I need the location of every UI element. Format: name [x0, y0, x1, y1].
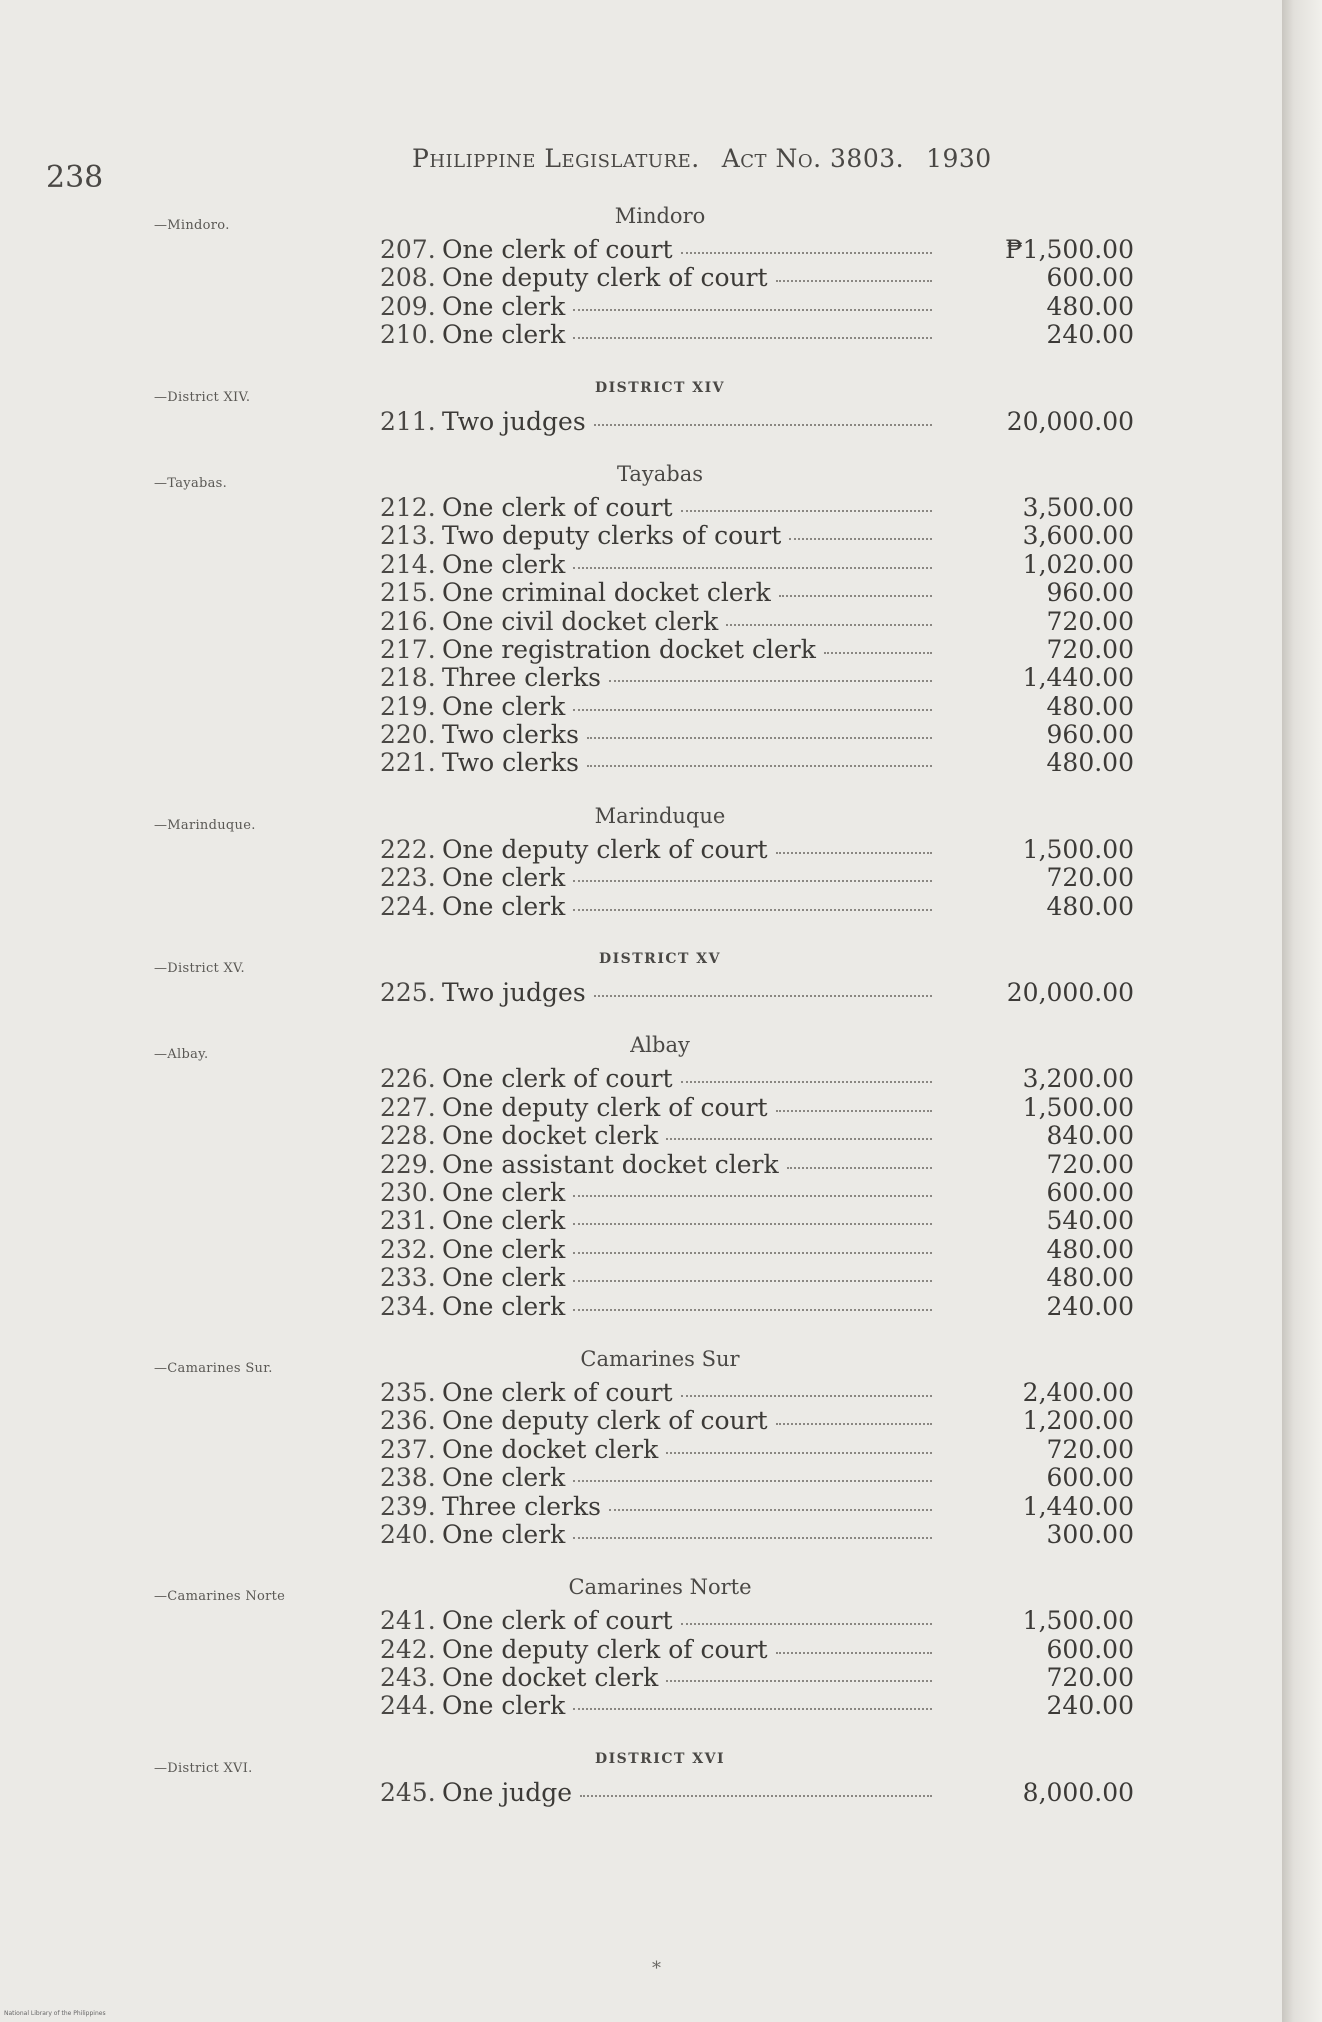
entry-row [0, 836, 1282, 864]
margin-note: —Camarines Sur. [154, 1360, 273, 1376]
entry-amount: 480.00 [1046, 291, 1134, 321]
entry-number: 215. [380, 578, 436, 608]
dot-leader [573, 707, 932, 711]
entry-description: One clerk [442, 1463, 566, 1493]
dot-leader [573, 307, 932, 311]
entry-amount: 720.00 [1046, 1434, 1134, 1464]
entry-number: 216. [380, 606, 436, 636]
entry-description: One docket clerk [442, 1121, 659, 1151]
entry-list [0, 236, 1282, 350]
section-title: Marinduque [594, 803, 726, 828]
entry-amount: 3,600.00 [1022, 521, 1134, 551]
entry-number: 229. [380, 1149, 436, 1179]
section [0, 454, 1282, 778]
dot-leader [573, 1307, 932, 1311]
margin-note: —Camarines Norte [154, 1589, 286, 1605]
dot-leader [776, 850, 932, 854]
dot-leader [666, 1136, 932, 1140]
dot-leader [573, 907, 932, 911]
entry-row [0, 1664, 1282, 1692]
entry-number: 223. [380, 863, 436, 893]
margin-note: —District XIV. [154, 389, 251, 405]
footer-mark: * [652, 1958, 661, 1979]
entry-amount: 1,500.00 [1022, 834, 1134, 864]
entry-number: 235. [380, 1377, 436, 1407]
entry-row [0, 236, 1282, 264]
entry-number: 233. [380, 1263, 436, 1293]
entry-description: One clerk of court [442, 1377, 673, 1407]
entry-description: One assistant docket clerk [442, 1149, 779, 1179]
entry-amount: 480.00 [1046, 1263, 1134, 1293]
entry-amount: 8,000.00 [1022, 1777, 1134, 1807]
entry-number: 238. [380, 1463, 436, 1493]
dot-leader [587, 735, 932, 739]
entry-row [0, 1692, 1282, 1720]
section-title: Albay [630, 1033, 690, 1058]
dot-leader [681, 250, 932, 254]
entry-description: One clerk [442, 1206, 566, 1236]
margin-note: —District XVI. [154, 1760, 253, 1776]
section-title: DISTRICT XIV [594, 379, 726, 396]
entry-amount: 720.00 [1046, 606, 1134, 636]
entry-amount: 480.00 [1046, 748, 1134, 778]
entry-description: One clerk [442, 320, 566, 350]
entry-amount: 600.00 [1046, 263, 1134, 293]
dot-leader [787, 1165, 932, 1169]
margin-note: —Tayabas. [154, 475, 228, 491]
entry-row [0, 749, 1282, 777]
entry-description: Two deputy clerks of court [442, 521, 782, 551]
entry-row [0, 408, 1282, 436]
entry-description: Two judges [442, 978, 586, 1008]
running-head-title: Philippine Legislature. [412, 144, 700, 173]
entry-row [0, 979, 1282, 1007]
running-head-year: 1930 [926, 144, 992, 173]
entry-row [0, 1264, 1282, 1292]
margin-note: —Mindoro. [154, 218, 230, 233]
entry-description: One deputy clerk of court [442, 1406, 768, 1436]
entry-description: One clerk of court [442, 235, 673, 264]
dot-leader [776, 1421, 932, 1425]
entry-amount: 1,440.00 [1022, 1491, 1134, 1521]
page-number: 238 [46, 160, 104, 195]
entry-number: 241. [380, 1606, 436, 1636]
dot-leader [681, 508, 932, 512]
entry-description: One judge [442, 1777, 572, 1807]
entry-amount: 1,020.00 [1022, 549, 1134, 579]
entry-description: One clerk [442, 291, 566, 321]
entry-amount: 240.00 [1046, 320, 1134, 350]
margin-note: —District XV. [154, 961, 245, 977]
entry-number: 207. [380, 235, 436, 264]
entry-description: One registration docket clerk [442, 634, 816, 664]
entry-list [0, 1607, 1282, 1721]
entry-row [0, 721, 1282, 749]
dot-leader [609, 678, 932, 682]
entry-amount: 840.00 [1046, 1121, 1134, 1151]
section [0, 196, 1282, 350]
entry-number: 234. [380, 1291, 436, 1321]
dot-leader [580, 1793, 932, 1797]
entry-number: 212. [380, 492, 436, 522]
entry-description: One deputy clerk of court [442, 263, 768, 293]
dot-leader [573, 1478, 932, 1482]
entry-description: One docket clerk [442, 1663, 659, 1693]
entry-list [0, 979, 1282, 1007]
entry-number: 211. [380, 406, 436, 436]
entry-row [0, 1779, 1282, 1807]
entry-number: 218. [380, 663, 436, 693]
section [0, 1339, 1282, 1549]
entry-row [0, 264, 1282, 292]
entry-amount: 2,400.00 [1022, 1377, 1134, 1407]
dot-leader [573, 1706, 932, 1710]
entry-description: One clerk [442, 549, 566, 579]
section-title: DISTRICT XVI [594, 1750, 726, 1767]
entry-amount: 3,200.00 [1022, 1064, 1134, 1094]
entry-amount: 600.00 [1046, 1463, 1134, 1493]
entry-number: 242. [380, 1634, 436, 1664]
dot-leader [681, 1393, 932, 1397]
dot-leader [573, 1535, 932, 1539]
dot-leader [573, 878, 932, 882]
entry-amount: 720.00 [1046, 863, 1134, 893]
entry-amount: 300.00 [1046, 1519, 1134, 1549]
entry-amount: 1,500.00 [1022, 1092, 1134, 1122]
section [0, 1025, 1282, 1321]
entry-description: One clerk [442, 1691, 566, 1721]
entry-amount: 480.00 [1046, 1234, 1134, 1264]
dot-leader [594, 422, 932, 426]
entry-row [0, 321, 1282, 349]
entry-row [0, 693, 1282, 721]
entry-description: One clerk [442, 1177, 566, 1207]
entry-number: 230. [380, 1177, 436, 1207]
entry-amount: 960.00 [1046, 578, 1134, 608]
entry-number: 213. [380, 521, 436, 551]
dot-leader [573, 1193, 932, 1197]
entry-description: One criminal docket clerk [442, 578, 771, 608]
dot-leader [824, 650, 932, 654]
entry-number: 209. [380, 291, 436, 321]
entry-description: Two judges [442, 406, 586, 436]
entry-row [0, 1636, 1282, 1664]
entry-number: 219. [380, 691, 436, 721]
entry-number: 237. [380, 1434, 436, 1464]
entry-list [0, 1379, 1282, 1549]
dot-leader [776, 1650, 932, 1654]
dot-leader [573, 565, 932, 569]
section [0, 796, 1282, 921]
entry-description: One civil docket clerk [442, 606, 719, 636]
entry-number: 243. [380, 1663, 436, 1693]
entry-row [0, 608, 1282, 636]
entry-row [0, 1122, 1282, 1150]
dot-leader [573, 1278, 932, 1282]
dot-leader [594, 993, 932, 997]
entry-description: One deputy clerk of court [442, 1092, 768, 1122]
section-title: Camarines Norte [568, 1575, 752, 1600]
dot-leader [573, 1250, 932, 1254]
entry-list [0, 1779, 1282, 1807]
entry-description: One docket clerk [442, 1434, 659, 1464]
entry-description: One clerk of court [442, 492, 673, 522]
entry-number: 244. [380, 1691, 436, 1721]
entry-number: 208. [380, 263, 436, 293]
dot-leader [666, 1678, 932, 1682]
entry-description: One clerk [442, 891, 566, 921]
entry-amount: 480.00 [1046, 691, 1134, 721]
entry-amount: 20,000.00 [1006, 978, 1134, 1008]
entry-number: 232. [380, 1234, 436, 1264]
section [0, 939, 1282, 1007]
entry-row [0, 1379, 1282, 1407]
entry-description: Two clerks [442, 748, 579, 778]
entry-row [0, 1236, 1282, 1264]
entry-row [0, 1464, 1282, 1492]
dot-leader [776, 1108, 932, 1112]
entry-row [0, 494, 1282, 522]
entry-row [0, 864, 1282, 892]
section-title: Mindoro [614, 204, 706, 228]
entry-amount: 720.00 [1046, 634, 1134, 664]
dot-leader [779, 593, 932, 597]
dot-leader [789, 536, 932, 540]
entry-row [0, 1207, 1282, 1235]
entry-row [0, 551, 1282, 579]
entry-amount: 20,000.00 [1006, 406, 1134, 436]
entry-number: 240. [380, 1519, 436, 1549]
entry-description: One deputy clerk of court [442, 1634, 768, 1664]
entry-amount: 540.00 [1046, 1206, 1134, 1236]
entry-description: One deputy clerk of court [442, 834, 768, 864]
section-title: DISTRICT XV [598, 951, 722, 968]
dot-leader [681, 1621, 932, 1625]
section [0, 368, 1282, 436]
entry-amount: 720.00 [1046, 1663, 1134, 1693]
entry-row [0, 522, 1282, 550]
entry-amount: 960.00 [1046, 720, 1134, 750]
scan-credit: National Library of the Philippines [4, 2010, 106, 2017]
entry-number: 224. [380, 891, 436, 921]
entry-number: 221. [380, 748, 436, 778]
section [0, 1739, 1282, 1807]
entry-row [0, 1151, 1282, 1179]
entry-number: 210. [380, 320, 436, 350]
entry-description: One clerk [442, 1234, 566, 1264]
entry-number: 214. [380, 549, 436, 579]
entry-amount: 3,500.00 [1022, 492, 1134, 522]
entry-number: 217. [380, 634, 436, 664]
running-head-act: Act No. 3803. [721, 144, 905, 173]
appropriation-sections [0, 196, 1282, 1825]
entry-row [0, 1065, 1282, 1093]
entry-description: One clerk [442, 1263, 566, 1293]
entry-description: Two clerks [442, 720, 579, 750]
entry-row [0, 579, 1282, 607]
entry-row [0, 1293, 1282, 1321]
entry-row [0, 1607, 1282, 1635]
dot-leader [666, 1450, 932, 1454]
entry-amount: 720.00 [1046, 1149, 1134, 1179]
running-head [412, 144, 992, 173]
entry-amount: 600.00 [1046, 1634, 1134, 1664]
entry-number: 222. [380, 834, 436, 864]
entry-row [0, 636, 1282, 664]
entry-list [0, 408, 1282, 436]
entry-amount: 1,440.00 [1022, 663, 1134, 693]
entry-description: Three clerks [442, 1491, 601, 1521]
entry-description: One clerk of court [442, 1064, 673, 1094]
entry-row [0, 893, 1282, 921]
entry-row [0, 1493, 1282, 1521]
entry-list [0, 836, 1282, 921]
entry-row [0, 1407, 1282, 1435]
dot-leader [587, 763, 932, 767]
entry-amount: 1,200.00 [1022, 1406, 1134, 1436]
entry-amount: 600.00 [1046, 1177, 1134, 1207]
entry-number: 236. [380, 1406, 436, 1436]
dot-leader [776, 278, 932, 282]
entry-amount: 240.00 [1046, 1291, 1134, 1321]
entry-number: 245. [380, 1777, 436, 1807]
entry-number: 227. [380, 1092, 436, 1122]
entry-number: 220. [380, 720, 436, 750]
entry-number: 225. [380, 978, 436, 1008]
section [0, 1567, 1282, 1721]
dot-leader [573, 1221, 932, 1225]
entry-amount: ₱1,500.00 [1005, 235, 1134, 264]
dot-leader [726, 622, 932, 626]
dot-leader [681, 1079, 932, 1083]
entry-row [0, 1436, 1282, 1464]
entry-description: One clerk [442, 863, 566, 893]
entry-description: One clerk of court [442, 1606, 673, 1636]
entry-number: 226. [380, 1064, 436, 1094]
entry-description: One clerk [442, 1519, 566, 1549]
margin-note: —Albay. [154, 1047, 209, 1063]
entry-list [0, 494, 1282, 778]
section-title: Camarines Sur [580, 1346, 740, 1371]
entry-row [0, 1521, 1282, 1549]
entry-list [0, 1065, 1282, 1321]
entry-description: Three clerks [442, 663, 601, 693]
entry-number: 228. [380, 1121, 436, 1151]
entry-row [0, 664, 1282, 692]
section-title: Tayabas [616, 461, 704, 486]
entry-row [0, 293, 1282, 321]
dot-leader [609, 1507, 932, 1511]
margin-note: —Marinduque. [154, 817, 256, 833]
entry-row [0, 1179, 1282, 1207]
entry-description: One clerk [442, 691, 566, 721]
entry-number: 231. [380, 1206, 436, 1236]
entry-number: 239. [380, 1491, 436, 1521]
dot-leader [573, 335, 932, 339]
entry-row [0, 1094, 1282, 1122]
page-header [0, 138, 1282, 195]
entry-amount: 240.00 [1046, 1691, 1134, 1721]
page-edge-shadow [1282, 0, 1322, 2022]
entry-description: One clerk [442, 1291, 566, 1321]
entry-amount: 1,500.00 [1022, 1606, 1134, 1636]
entry-amount: 480.00 [1046, 891, 1134, 921]
